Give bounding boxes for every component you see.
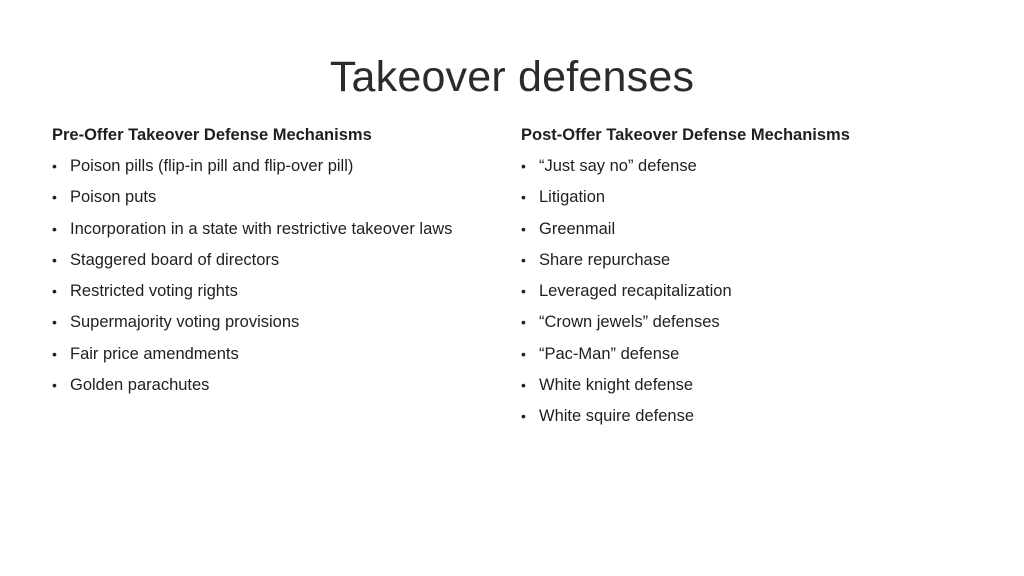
bullet-icon: • (52, 158, 57, 174)
list-item-text: Fair price amendments (70, 344, 239, 363)
list-item (52, 249, 502, 280)
list-item-text: Golden parachutes (70, 376, 210, 395)
list-item-text: Greenmail (539, 219, 616, 238)
pre-offer-heading: Pre-Offer Takeover Defense Mechanisms (52, 126, 372, 144)
list-item (52, 155, 502, 186)
list-item-text: Share repurchase (539, 250, 671, 269)
bullet-icon: • (521, 251, 526, 268)
list-item-text: Poison puts (70, 188, 157, 207)
bullet-icon: • (521, 314, 526, 331)
list-item (52, 218, 502, 249)
list-item-text: Litigation (539, 188, 606, 207)
list-item (52, 280, 502, 311)
bullet-icon: • (521, 189, 526, 206)
list-item (521, 343, 971, 374)
list-item-text: Supermajority voting provisions (70, 313, 300, 332)
list-item (521, 311, 971, 342)
bullet-icon: • (52, 189, 57, 206)
list-item (521, 405, 971, 436)
list-item (521, 186, 971, 217)
post-offer-column (521, 124, 971, 437)
list-item (52, 343, 502, 374)
list-item-text: White squire defense (539, 407, 695, 426)
bullet-icon: • (52, 377, 57, 394)
pre-offer-column (52, 124, 502, 405)
list-item-text: Poison pills (flip-in pill and flip-over pill) (70, 157, 354, 175)
bullet-icon: • (52, 220, 57, 237)
list-item-text: Staggered board of directors (70, 250, 280, 269)
list-item-text: “Pac-Man” defense (539, 344, 680, 363)
post-offer-list (521, 155, 971, 437)
bullet-icon: • (521, 283, 526, 300)
bullet-icon: • (521, 158, 526, 174)
post-offer-heading: Post-Offer Takeover Defense Mechanisms (521, 126, 850, 144)
list-item-text: White knight defense (539, 376, 694, 395)
list-item (521, 280, 971, 311)
list-item (521, 249, 971, 280)
list-item-text: “Crown jewels” defenses (539, 313, 720, 332)
list-item-text: Incorporation in a state with restrictive takeover laws (70, 219, 453, 238)
list-item (521, 218, 971, 249)
slide-title: Takeover defenses (329, 53, 695, 101)
bullet-icon: • (52, 345, 57, 362)
list-item-text: Restricted voting rights (70, 282, 238, 301)
pre-offer-list (52, 155, 502, 405)
bullet-icon: • (52, 251, 57, 268)
bullet-icon: • (521, 408, 526, 425)
bullet-icon: • (52, 314, 57, 331)
list-item (52, 311, 502, 342)
list-item (52, 186, 502, 217)
bullet-icon: • (521, 377, 526, 394)
list-item-text: Leveraged recapitalization (539, 282, 732, 301)
list-item-text: “Just say no” defense (539, 157, 697, 175)
bullet-icon: • (521, 345, 526, 362)
bullet-icon: • (52, 283, 57, 300)
list-item (52, 374, 502, 405)
list-item (521, 374, 971, 405)
list-item (521, 155, 971, 186)
bullet-icon: • (521, 220, 526, 237)
